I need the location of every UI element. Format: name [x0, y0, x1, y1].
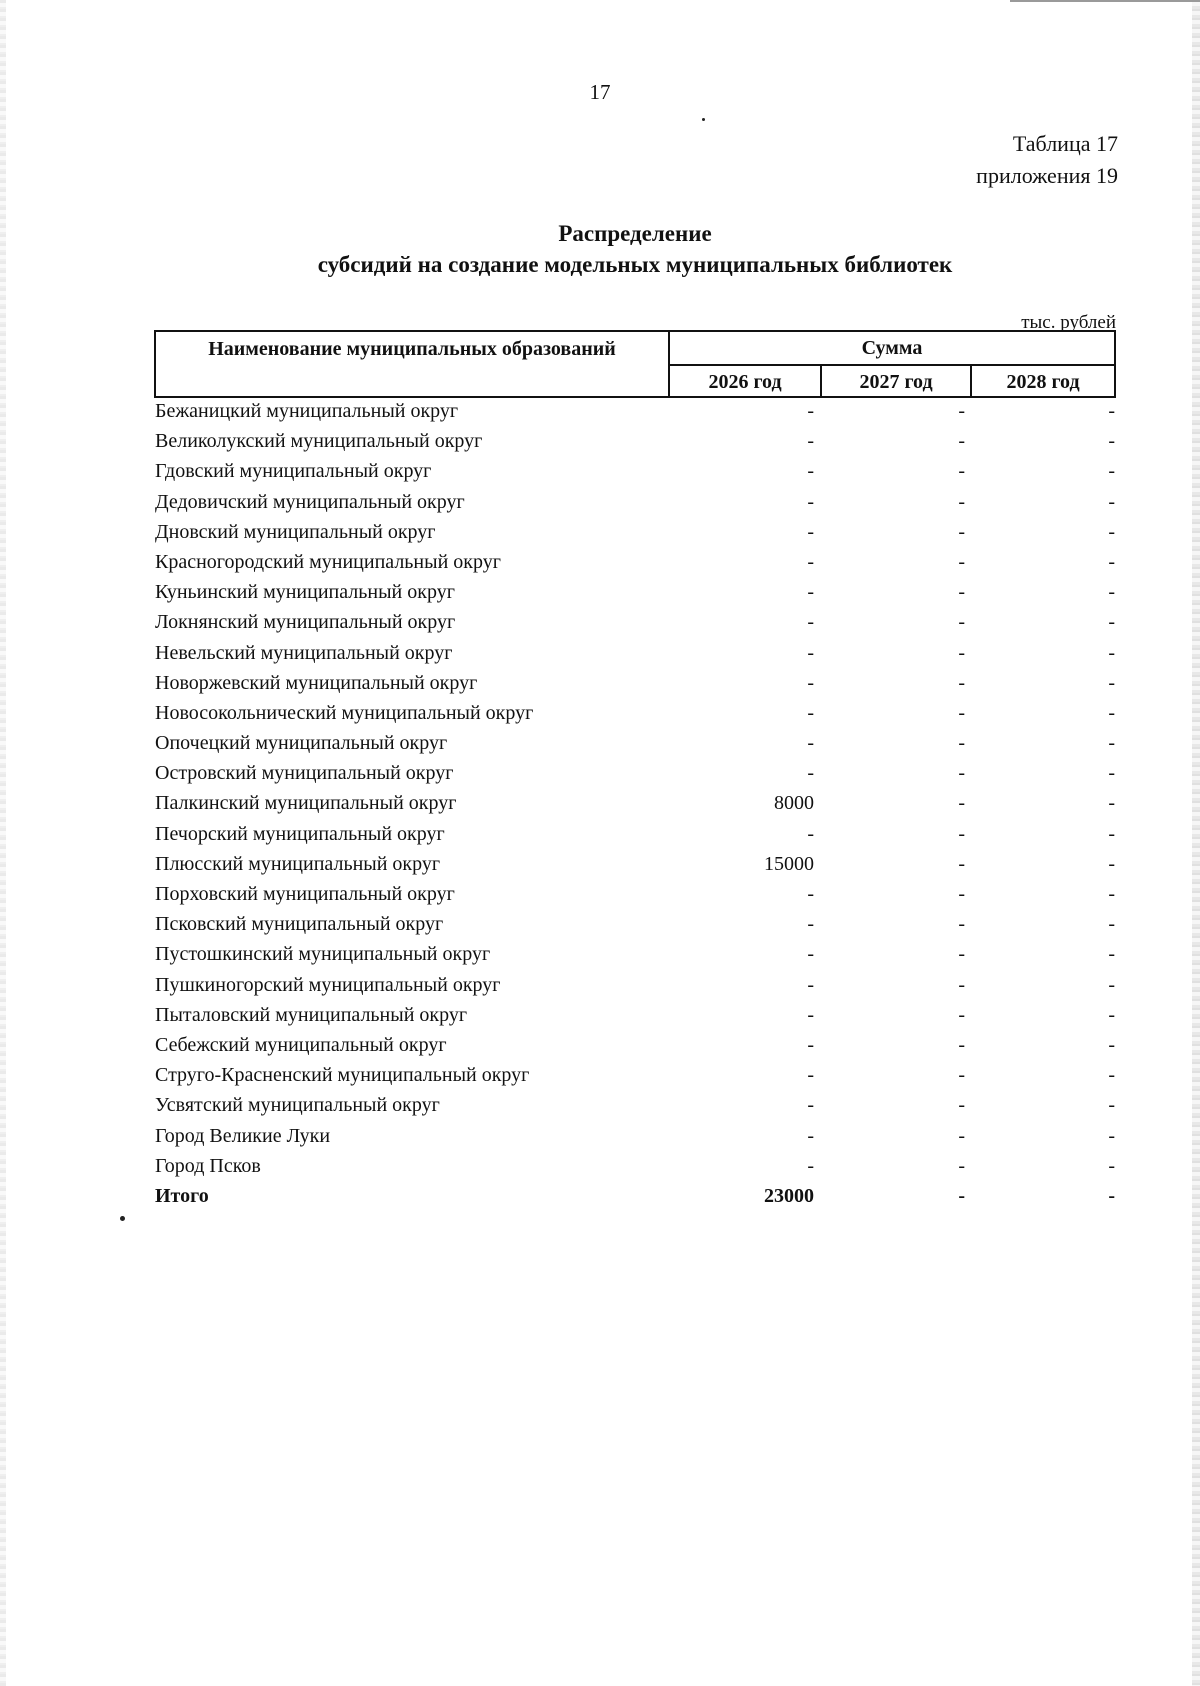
value-2028: - [1108, 430, 1115, 453]
units-label: тыс. рублей [1021, 312, 1116, 333]
header-name-column: Наименование муниципальных образований [156, 332, 670, 396]
value-2026: - [807, 1003, 814, 1026]
scan-top-line [1010, 0, 1200, 2]
table-row [0, 970, 1200, 1000]
table-row [0, 668, 1200, 698]
table-row [0, 638, 1200, 668]
document-title [0, 218, 1200, 280]
value-2027: - [958, 1124, 965, 1147]
value-2028: - [1108, 520, 1115, 543]
value-2026: - [807, 883, 814, 905]
table-row [0, 758, 1200, 788]
table-row [0, 939, 1200, 969]
document-title-line1: Распределение [558, 221, 712, 246]
value-2027: - [958, 671, 965, 694]
total-label: Итого [155, 1184, 209, 1207]
value-2026: - [807, 762, 814, 785]
value-2028: - [1108, 762, 1115, 785]
value-2026: - [807, 943, 814, 966]
total-2028: - [1108, 1184, 1115, 1207]
table-row [0, 698, 1200, 728]
row-name: Новоржевский муниципальный округ [155, 671, 478, 694]
header-sum: Сумма [670, 332, 1114, 366]
scan-speck [702, 118, 705, 121]
value-2028: - [1108, 460, 1115, 483]
row-name: Новосокольнический муниципальный округ [155, 701, 534, 724]
value-2028: - [1108, 1094, 1115, 1117]
value-2028: - [1108, 611, 1115, 634]
document-title-line2: субсидий на создание модельных муниципальных библиотек [317, 252, 953, 277]
table-row [0, 487, 1200, 517]
value-2027: - [958, 792, 965, 815]
row-name: Город Псков [155, 1154, 261, 1177]
value-2028: - [1108, 883, 1115, 905]
row-name: Город Великие Луки [155, 1124, 331, 1147]
row-name: Великолукский муниципальный округ [155, 430, 483, 453]
row-name: Пустошкинский муниципальный округ [155, 943, 491, 966]
value-2026: - [807, 732, 814, 755]
value-2027: - [958, 490, 965, 513]
value-2027: - [958, 913, 965, 936]
value-2026: - [807, 1064, 814, 1087]
total-row [0, 1181, 1200, 1211]
value-2028: - [1108, 550, 1115, 573]
value-2028: - [1108, 490, 1115, 513]
row-name: Бежаницкий муниципальный округ [155, 400, 459, 422]
row-name: Плюсский муниципальный округ [155, 852, 441, 875]
header-year-2026: 2026 год [670, 366, 822, 396]
value-2026: - [807, 1033, 814, 1056]
value-2026: - [807, 1154, 814, 1177]
table-row [0, 788, 1200, 818]
value-2027: - [958, 1064, 965, 1087]
table-row [0, 396, 1200, 426]
value-2028: - [1108, 732, 1115, 755]
table-row [0, 849, 1200, 879]
value-2028: - [1108, 1003, 1115, 1026]
value-2027: - [958, 581, 965, 604]
row-name: Струго-Красненский муниципальный округ [155, 1064, 530, 1087]
value-2027: - [958, 701, 965, 724]
value-2028: - [1108, 581, 1115, 604]
row-name: Псковский муниципальный округ [155, 913, 444, 936]
value-2026: - [807, 973, 814, 996]
table-row [0, 1151, 1200, 1181]
row-name: Гдовский муниципальный округ [155, 460, 432, 483]
table-row [0, 456, 1200, 486]
row-name: Опочецкий муниципальный округ [155, 732, 448, 755]
row-name: Локнянский муниципальный округ [155, 611, 456, 634]
table-header [154, 330, 1116, 398]
value-2026: - [807, 1124, 814, 1147]
row-name: Усвятский муниципальный округ [155, 1094, 440, 1117]
value-2028: - [1108, 943, 1115, 966]
table-body [0, 396, 1200, 1211]
table-row [0, 879, 1200, 909]
value-2026: - [807, 822, 814, 845]
value-2026: - [807, 550, 814, 573]
value-2027: - [958, 460, 965, 483]
value-2027: - [958, 822, 965, 845]
value-2028: - [1108, 1124, 1115, 1147]
value-2027: - [958, 550, 965, 573]
table-row [0, 426, 1200, 456]
row-name: Куньинский муниципальный округ [155, 581, 455, 604]
table-row [0, 547, 1200, 577]
value-2028: - [1108, 400, 1115, 422]
row-name: Пыталовский муниципальный округ [155, 1003, 468, 1026]
value-2027: - [958, 973, 965, 996]
table-row [0, 577, 1200, 607]
value-2028: - [1108, 973, 1115, 996]
table-row [0, 1121, 1200, 1151]
value-2028: - [1108, 852, 1115, 875]
table-row [0, 1000, 1200, 1030]
value-2026: - [807, 430, 814, 453]
row-name: Невельский муниципальный округ [155, 641, 453, 664]
value-2027: - [958, 1033, 965, 1056]
value-2028: - [1108, 641, 1115, 664]
value-2026: 8000 [774, 792, 814, 815]
table-row [0, 607, 1200, 637]
value-2027: - [958, 611, 965, 634]
value-2027: - [958, 430, 965, 453]
value-2026: - [807, 1094, 814, 1117]
table-row [0, 728, 1200, 758]
value-2028: - [1108, 792, 1115, 815]
value-2028: - [1108, 701, 1115, 724]
value-2027: - [958, 1003, 965, 1026]
value-2026: - [807, 400, 814, 422]
value-2026: - [807, 913, 814, 936]
value-2027: - [958, 943, 965, 966]
value-2027: - [958, 400, 965, 422]
header-year-2028: 2028 год [1006, 371, 1080, 393]
row-name: Порховский муниципальный округ [155, 883, 455, 905]
value-2027: - [958, 732, 965, 755]
table-row [0, 1090, 1200, 1120]
page-number: 17 [589, 80, 611, 104]
row-name: Печорский муниципальный округ [155, 822, 445, 845]
value-2028: - [1108, 1033, 1115, 1056]
table-reference-line1: Таблица 17 [1012, 131, 1118, 156]
value-2028: - [1108, 1154, 1115, 1177]
value-2028: - [1108, 671, 1115, 694]
table-row [0, 909, 1200, 939]
table-row [0, 1030, 1200, 1060]
value-2027: - [958, 1094, 965, 1117]
value-2027: - [958, 1154, 965, 1177]
row-name: Дедовичский муниципальный округ [155, 490, 465, 513]
total-2026: 23000 [764, 1184, 814, 1207]
header-year-2027: 2027 год [822, 366, 972, 396]
value-2028: - [1108, 1064, 1115, 1087]
row-name: Красногородский муниципальный округ [155, 550, 501, 573]
row-name: Палкинский муниципальный округ [155, 792, 457, 815]
row-name: Островский муниципальный округ [155, 762, 454, 785]
value-2027: - [958, 520, 965, 543]
row-name: Себежский муниципальный округ [155, 1033, 447, 1056]
total-2027: - [958, 1184, 965, 1207]
value-2027: - [958, 641, 965, 664]
table-row [0, 819, 1200, 849]
value-2027: - [958, 852, 965, 875]
value-2026: - [807, 490, 814, 513]
value-2026: - [807, 460, 814, 483]
row-name: Дновский муниципальный округ [155, 520, 436, 543]
table-row [0, 1060, 1200, 1090]
value-2028: - [1108, 822, 1115, 845]
value-2028: - [1108, 913, 1115, 936]
value-2026: - [807, 671, 814, 694]
value-2026: 15000 [764, 852, 814, 875]
value-2027: - [958, 883, 965, 905]
table-reference-line2: приложения 19 [976, 163, 1118, 188]
value-2027: - [958, 762, 965, 785]
scan-speck [120, 1216, 125, 1221]
row-name: Пушкиногорский муниципальный округ [155, 973, 501, 996]
table-reference [976, 128, 1118, 192]
value-2026: - [807, 520, 814, 543]
value-2026: - [807, 581, 814, 604]
value-2026: - [807, 641, 814, 664]
table-row [0, 517, 1200, 547]
value-2026: - [807, 701, 814, 724]
value-2026: - [807, 611, 814, 634]
